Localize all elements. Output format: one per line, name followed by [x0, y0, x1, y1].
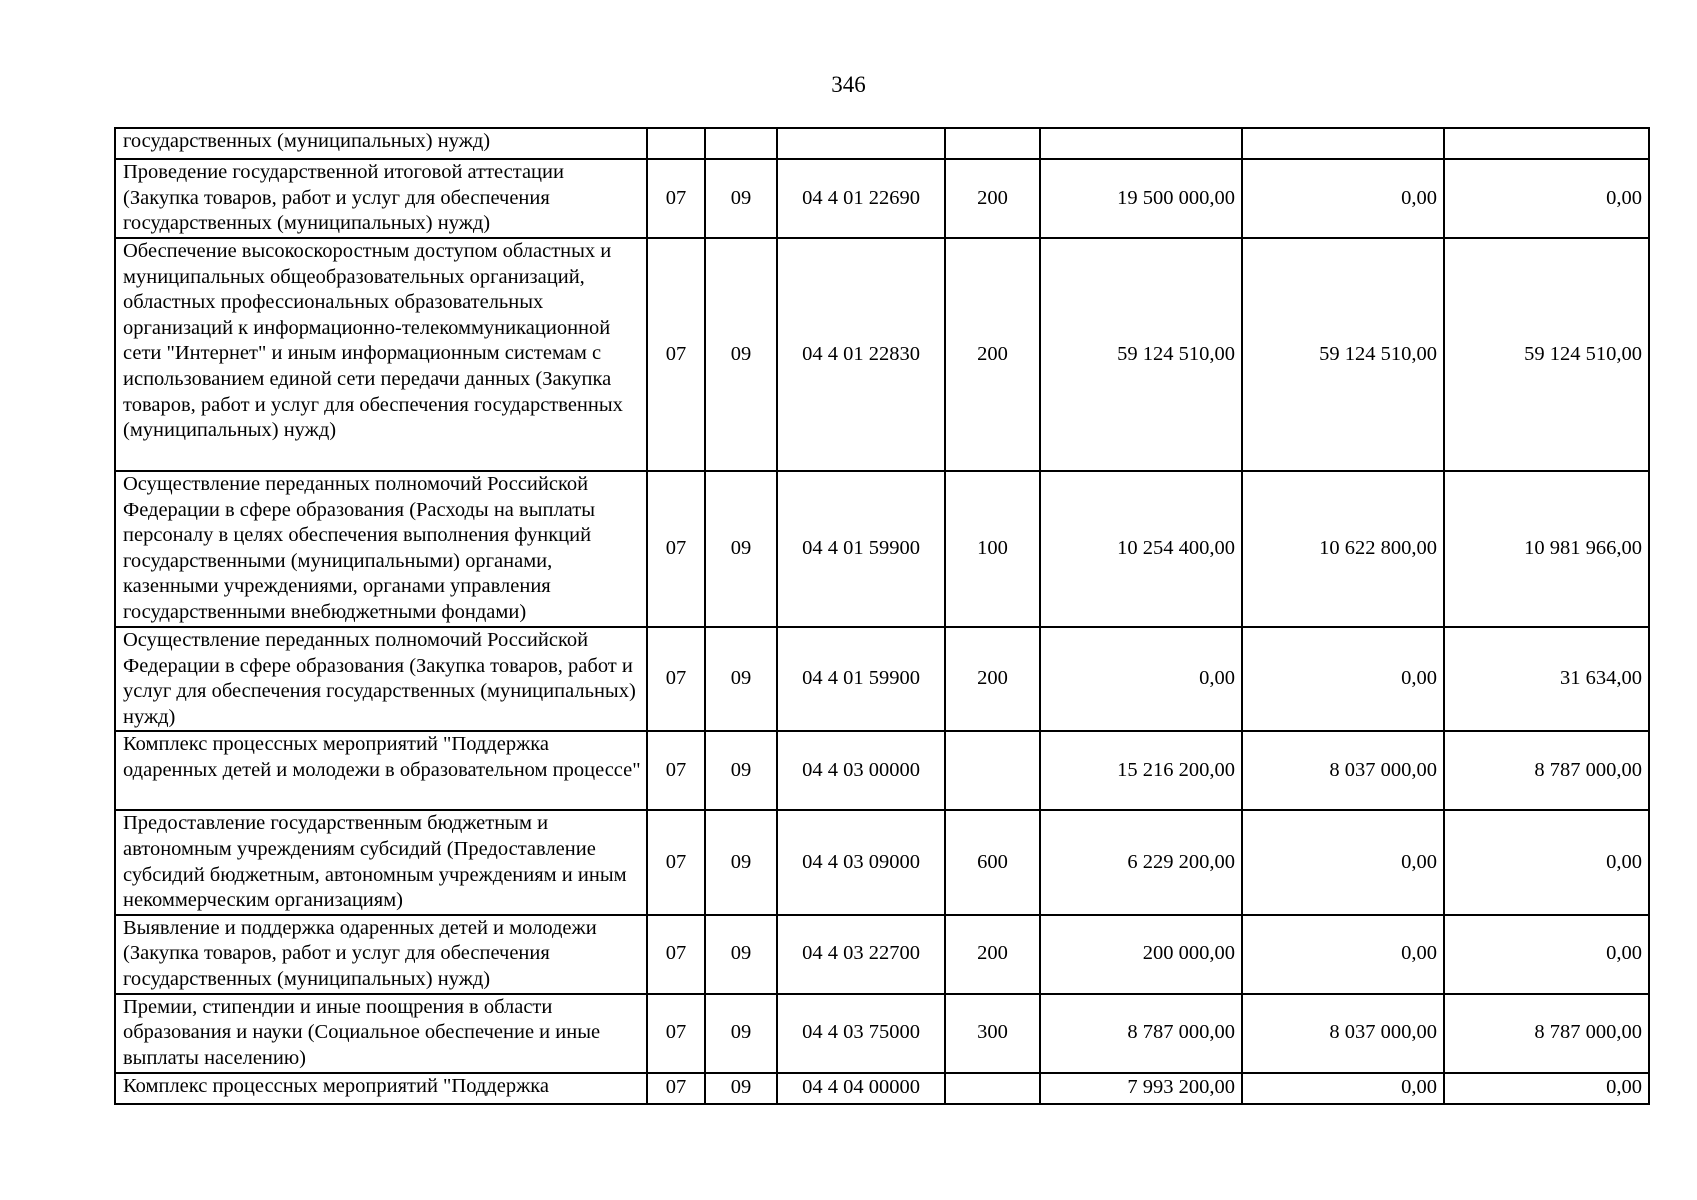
subsection-code: 09 [705, 731, 777, 810]
section-code: 07 [647, 915, 705, 994]
amount-year-2: 0,00 [1242, 627, 1444, 731]
table-row [115, 731, 1649, 810]
table-row [115, 627, 1649, 731]
expense-type-code: 300 [945, 994, 1040, 1073]
expense-type-code: 200 [945, 159, 1040, 238]
amount-year-3: 8 787 000,00 [1444, 994, 1649, 1073]
target-article-code: 04 4 03 09000 [777, 810, 945, 914]
amount-year-2: 59 124 510,00 [1242, 238, 1444, 471]
row-description: Предоставление государственным бюджетным и автономным учреждениям субсидий (Предоставление субсидий бюджетным, автономным учреждениям и иным некоммерческим организациям) [115, 810, 647, 914]
amount-year-3: 0,00 [1444, 1073, 1649, 1104]
subsection-code: 09 [705, 627, 777, 731]
subsection-code: 09 [705, 994, 777, 1073]
row-description: Осуществление переданных полномочий Российской Федерации в сфере образования (Расходы на выплаты персоналу в целях обеспечения выполнения функций государственными (муниципальными) органами, казенными учреждениями, органами управления государственными внебюджетными фондами) [115, 471, 647, 627]
subsection-code: 09 [705, 471, 777, 627]
expense-type-code [945, 731, 1040, 810]
amount-year-3: 10 981 966,00 [1444, 471, 1649, 627]
section-code: 07 [647, 810, 705, 914]
target-article-code: 04 4 01 22830 [777, 238, 945, 471]
amount-year-1: 200 000,00 [1040, 915, 1242, 994]
amount-year-2: 0,00 [1242, 1073, 1444, 1104]
subsection-code: 09 [705, 1073, 777, 1104]
table-row [115, 1073, 1649, 1104]
amount-year-1: 10 254 400,00 [1040, 471, 1242, 627]
amount-year-1: 15 216 200,00 [1040, 731, 1242, 810]
section-code: 07 [647, 994, 705, 1073]
row-description: Проведение государственной итоговой аттестации (Закупка товаров, работ и услуг для обеспечения государственных (муниципальных) нужд) [115, 159, 647, 238]
expense-type-code [945, 128, 1040, 159]
amount-year-1: 8 787 000,00 [1040, 994, 1242, 1073]
section-code: 07 [647, 1073, 705, 1104]
target-article-code: 04 4 01 59900 [777, 471, 945, 627]
table-row [115, 994, 1649, 1073]
amount-year-2: 8 037 000,00 [1242, 731, 1444, 810]
amount-year-3: 31 634,00 [1444, 627, 1649, 731]
amount-year-3: 8 787 000,00 [1444, 731, 1649, 810]
amount-year-2: 10 622 800,00 [1242, 471, 1444, 627]
amount-year-1: 6 229 200,00 [1040, 810, 1242, 914]
amount-year-1: 7 993 200,00 [1040, 1073, 1242, 1104]
target-article-code: 04 4 04 00000 [777, 1073, 945, 1104]
expense-type-code: 200 [945, 238, 1040, 471]
section-code: 07 [647, 731, 705, 810]
amount-year-2: 0,00 [1242, 915, 1444, 994]
target-article-code: 04 4 03 00000 [777, 731, 945, 810]
amount-year-2: 0,00 [1242, 810, 1444, 914]
amount-year-3: 0,00 [1444, 159, 1649, 238]
subsection-code: 09 [705, 159, 777, 238]
expense-type-code: 200 [945, 915, 1040, 994]
table-row [115, 159, 1649, 238]
amount-year-1: 19 500 000,00 [1040, 159, 1242, 238]
subsection-code [705, 128, 777, 159]
table-row [115, 128, 1649, 159]
section-code: 07 [647, 159, 705, 238]
section-code: 07 [647, 471, 705, 627]
budget-table [114, 127, 1650, 1105]
row-description: Выявление и поддержка одаренных детей и молодежи (Закупка товаров, работ и услуг для обеспечения государственных (муниципальных) нужд) [115, 915, 647, 994]
subsection-code: 09 [705, 810, 777, 914]
target-article-code: 04 4 03 75000 [777, 994, 945, 1073]
target-article-code [777, 128, 945, 159]
section-code: 07 [647, 627, 705, 731]
expense-type-code: 200 [945, 627, 1040, 731]
table-row [115, 915, 1649, 994]
expense-type-code [945, 1073, 1040, 1104]
section-code: 07 [647, 238, 705, 471]
table-row [115, 238, 1649, 471]
row-description: Комплекс процессных мероприятий "Поддержка [115, 1073, 647, 1104]
subsection-code: 09 [705, 238, 777, 471]
amount-year-1: 0,00 [1040, 627, 1242, 731]
target-article-code: 04 4 03 22700 [777, 915, 945, 994]
row-description: Обеспечение высокоскоростным доступом областных и муниципальных общеобразовательных организаций, областных профессиональных образовательных организаций к информационно-телекоммуникационной сети "Интернет" и иным информационным системам с использованием единой сети передачи данных (Закупка товаров, работ и услуг для обеспечения государственных (муниципальных) нужд) [115, 238, 647, 471]
page-number: 346 [831, 72, 866, 97]
amount-year-2: 8 037 000,00 [1242, 994, 1444, 1073]
expense-type-code: 100 [945, 471, 1040, 627]
table-row [115, 810, 1649, 914]
amount-year-3: 0,00 [1444, 915, 1649, 994]
subsection-code: 09 [705, 915, 777, 994]
amount-year-1: 59 124 510,00 [1040, 238, 1242, 471]
amount-year-2: 0,00 [1242, 159, 1444, 238]
row-description: Осуществление переданных полномочий Российской Федерации в сфере образования (Закупка товаров, работ и услуг для обеспечения государственных (муниципальных) нужд) [115, 627, 647, 731]
amount-year-1 [1040, 128, 1242, 159]
row-description: Комплекс процессных мероприятий "Поддержка одаренных детей и молодежи в образовательном процессе" [115, 731, 647, 810]
table-row [115, 471, 1649, 627]
expense-type-code: 600 [945, 810, 1040, 914]
section-code [647, 128, 705, 159]
amount-year-3: 0,00 [1444, 810, 1649, 914]
amount-year-3: 59 124 510,00 [1444, 238, 1649, 471]
target-article-code: 04 4 01 22690 [777, 159, 945, 238]
row-description: государственных (муниципальных) нужд) [115, 128, 647, 159]
amount-year-2 [1242, 128, 1444, 159]
target-article-code: 04 4 01 59900 [777, 627, 945, 731]
budget-table-body [115, 128, 1649, 1104]
row-description: Премии, стипендии и иные поощрения в области образования и науки (Социальное обеспечение и иные выплаты населению) [115, 994, 647, 1073]
amount-year-3 [1444, 128, 1649, 159]
